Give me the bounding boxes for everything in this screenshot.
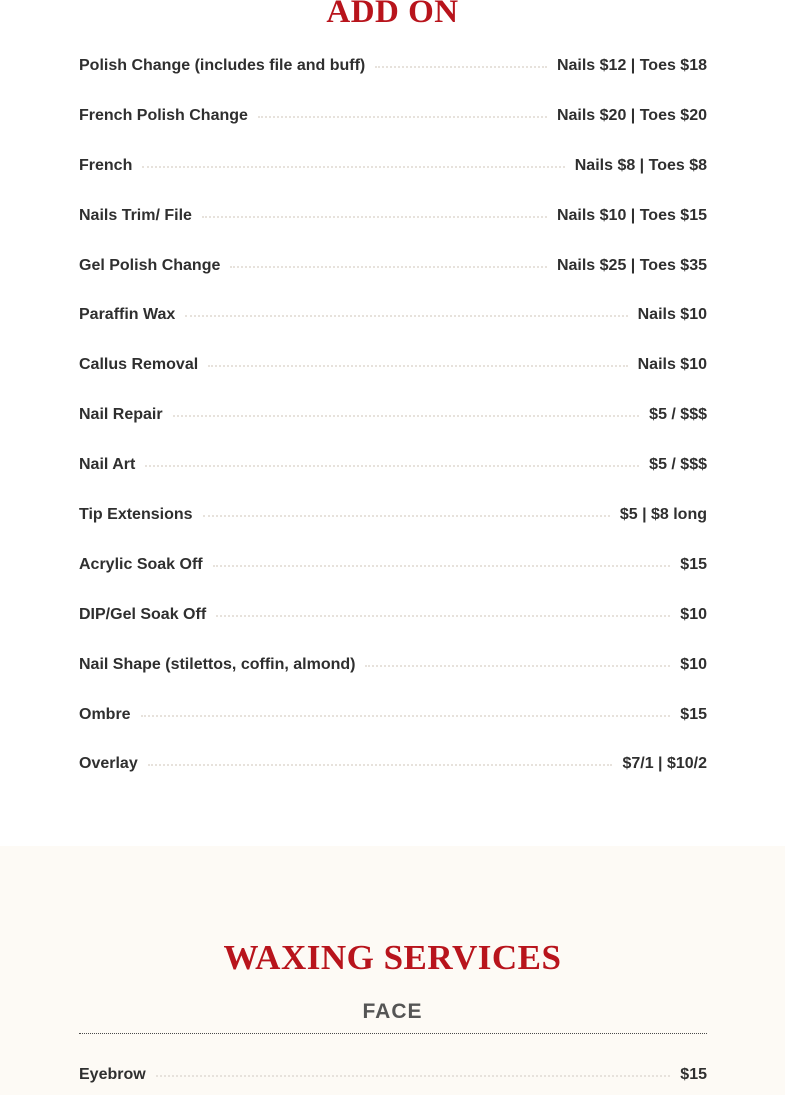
menu-item-paraffin-wax bbox=[79, 303, 707, 327]
menu-item-gel-polish-change bbox=[79, 254, 707, 278]
item-name: Overlay bbox=[79, 755, 138, 773]
menu-item-eyebrow bbox=[79, 1063, 707, 1087]
menu-item-nail-repair bbox=[79, 403, 707, 427]
addon-title: ADD ON bbox=[326, 0, 459, 30]
dotted-leader bbox=[148, 764, 613, 766]
dotted-leader bbox=[156, 1075, 671, 1077]
item-name: Gel Polish Change bbox=[79, 256, 221, 274]
menu-item-tip-extensions bbox=[79, 503, 707, 527]
dotted-leader bbox=[173, 415, 640, 417]
item-price: $5 | $8 long bbox=[619, 506, 707, 524]
dotted-leader bbox=[230, 266, 547, 268]
item-price: $15 bbox=[680, 1066, 707, 1083]
item-price: Nails $8 | Toes $8 bbox=[574, 156, 707, 174]
menu-item-french-polish-change bbox=[79, 104, 707, 128]
dotted-leader bbox=[142, 166, 564, 168]
item-price: $10 bbox=[680, 605, 707, 623]
item-price: Nails $12 | Toes $18 bbox=[556, 57, 707, 74]
dotted-leader bbox=[203, 515, 610, 517]
item-price: $5 / $$$ bbox=[649, 406, 707, 424]
menu-item-polish-change bbox=[79, 54, 707, 78]
dotted-leader bbox=[141, 715, 671, 717]
menu-item-ombre bbox=[79, 703, 707, 727]
item-name: Ombre bbox=[79, 705, 131, 723]
item-name: Nails Trim/ File bbox=[79, 206, 192, 224]
dotted-leader bbox=[202, 216, 547, 218]
item-name: Callus Removal bbox=[79, 356, 199, 374]
item-name: Eyebrow bbox=[79, 1066, 146, 1083]
dotted-leader bbox=[258, 116, 547, 118]
item-name: Paraffin Wax bbox=[79, 306, 176, 324]
item-name: Nail Repair bbox=[79, 406, 163, 424]
item-price: $10 bbox=[680, 655, 707, 673]
item-price: Nails $20 | Toes $20 bbox=[556, 106, 707, 124]
addon-menu-list bbox=[79, 54, 707, 802]
item-price: Nails $10 | Toes $15 bbox=[556, 206, 707, 224]
item-price: $15 bbox=[680, 705, 707, 723]
menu-item-overlay bbox=[79, 752, 707, 776]
menu-item-nail-shape bbox=[79, 653, 707, 677]
menu-item-dip-gel-soak-off bbox=[79, 603, 707, 627]
item-price: Nails $10 bbox=[637, 356, 707, 374]
face-divider bbox=[79, 1033, 707, 1034]
dotted-leader bbox=[145, 465, 639, 467]
item-price: $5 / $$$ bbox=[649, 456, 707, 474]
dotted-leader bbox=[213, 565, 671, 567]
item-price: $15 bbox=[680, 555, 707, 573]
item-name: DIP/Gel Soak Off bbox=[79, 605, 207, 623]
dotted-leader bbox=[365, 665, 670, 667]
face-subtitle: FACE bbox=[362, 1000, 423, 1023]
item-name: Nail Art bbox=[79, 456, 136, 474]
item-name: French bbox=[79, 156, 133, 174]
menu-item-acrylic-soak-off bbox=[79, 553, 707, 577]
waxing-title: WAXING SERVICES bbox=[223, 938, 562, 977]
item-price: Nails $10 bbox=[637, 306, 707, 324]
dotted-leader bbox=[216, 615, 670, 617]
menu-item-french bbox=[79, 154, 707, 178]
item-name: Tip Extensions bbox=[79, 506, 193, 524]
item-name: Nail Shape (stilettos, coffin, almond) bbox=[79, 655, 356, 673]
item-price: Nails $25 | Toes $35 bbox=[556, 256, 707, 274]
item-name: Acrylic Soak Off bbox=[79, 555, 203, 573]
item-price: $7/1 | $10/2 bbox=[622, 755, 707, 773]
dotted-leader bbox=[208, 365, 627, 367]
menu-item-nails-trim-file bbox=[79, 204, 707, 228]
menu-item-callus-removal bbox=[79, 353, 707, 377]
item-name: Polish Change (includes file and buff) bbox=[79, 57, 366, 74]
dotted-leader bbox=[185, 315, 627, 317]
dotted-leader bbox=[375, 66, 547, 68]
menu-item-nail-art bbox=[79, 453, 707, 477]
face-menu-list bbox=[79, 1063, 707, 1095]
item-name: French Polish Change bbox=[79, 106, 248, 124]
